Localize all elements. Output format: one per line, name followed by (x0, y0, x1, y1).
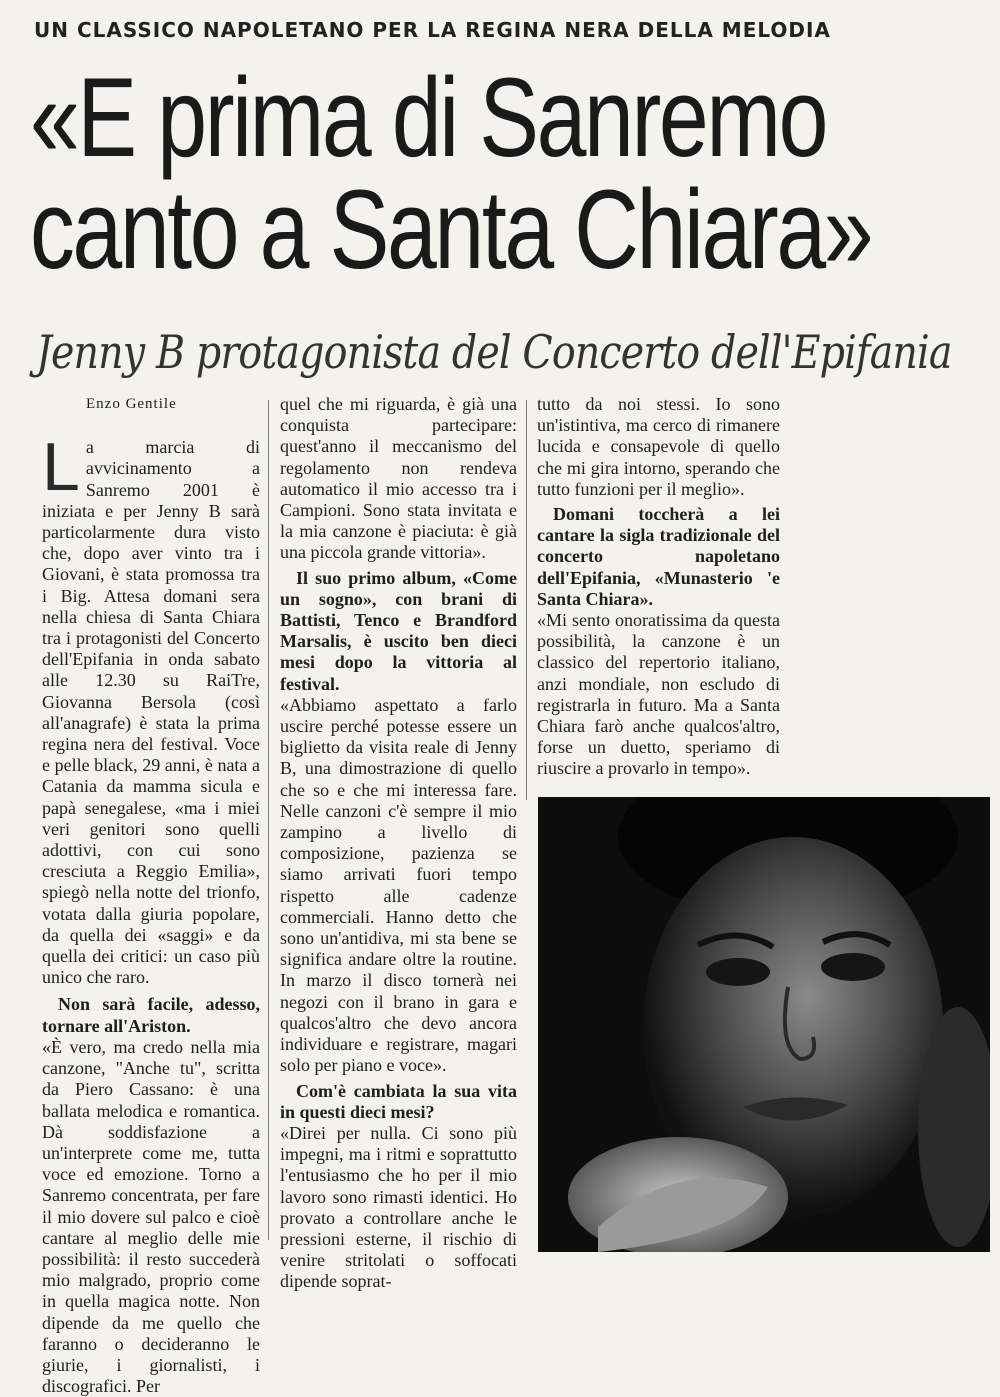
column-divider-2 (526, 400, 527, 800)
question-3: Com'è cambiata la sua vita in questi dieci mesi? (280, 1080, 517, 1122)
column-divider-1 (268, 400, 269, 1240)
answer-3: «Direi per nulla. Ci sono più impegni, ma i ritmi e soprattutto l'entusiasmo che ho per il mio lavoro sono rimasti identici. Ho provato a controllare anche le pressioni esterne, il rischio di venire stritolati o soffocati dipende soprat- (280, 1122, 517, 1292)
answer-2: «Abbiamo aspettato a farlo uscire perché potesse essere un biglietto da visita reale di Jenny B, una dimostrazione di quello che so e che mi interessa fare. Nelle canzoni c'è sempre il mio zampino a livello di composizione, pazienza se siamo arrivati fuori tempo rispetto alle cadenze commerciali. Hanno detto che sono un'antidiva, mi sta bene se significa andare oltre la routine. In marzo il disco tornerà nei negozi con il brano in gara e qualcos'altro che devo ancora individuare e registrare, magari solo per piano e voce». (280, 694, 517, 1076)
byline: Enzo Gentile (86, 396, 177, 412)
question-1: Non sarà facile, adesso, tornare all'Ariston. (42, 994, 260, 1036)
headline-line-2: canto a Santa Chiara» (30, 167, 872, 292)
dropcap: L (42, 429, 80, 506)
article-column-3 (537, 394, 780, 780)
lead-paragraph (42, 429, 260, 988)
answer-4: «Mi sento onoratissima da questa possibilità, la canzone è un classico del repertorio italiano, anzi mondiale, non escludo di registrarla in futuro. Ma a Santa Chiara farò anche qualcos'altro, forse un duetto, speriamo di riuscire a provarlo in tempo». (537, 610, 780, 779)
answer-1-continued: quel che mi riguarda, è già una conquista partecipare: quest'anno il meccanismo del regolamento non rendeva automatico il mio accesso tra i Campioni. Sono stata invitata e la mia canzone è piaciuta: è già una piccola grande vittoria». (280, 394, 517, 563)
portrait-photo (538, 797, 990, 1252)
question-2: Il suo primo album, «Come un sogno», con brani di Battisti, Tenco e Brandford Marsalis, è uscito ben dieci mesi dopo la vittoria al festival. (280, 567, 517, 694)
answer-3-continued: tutto da noi stessi. Io sono un'istintiva, ma cerco di rimanere lucida e consapevole di quello che mi gira intorno, sperando che tutto funzioni per il meglio». (537, 394, 780, 499)
subhead: Jenny B protagonista del Concerto dell'Epifania (36, 325, 952, 379)
portrait-image (538, 797, 990, 1252)
kicker: UN CLASSICO NAPOLETANO PER LA REGINA NERA DELLA MELODIA (34, 18, 831, 42)
answer-1: «È vero, ma credo nella mia canzone, "Anche tu", scritta da Piero Cassano: è una ballata melodica e romantica. Dà soddisfazione a un'interprete come me, tutta voce ed emozione. Torno a Sanremo concentrata, per fare il mio dovere sul palco e cioè cantare al meglio delle mie possibilità: il resto succederà mio malgrado, proprio come in quella magica notte. Non dipende da me quello che faranno o decideranno le giurie, i giornalisti, i discografici. Per (42, 1036, 260, 1397)
question-4: Domani toccherà a lei cantare la sigla tradizionale del concerto napoletano dell'Epifania, «Munasterio 'e Santa Chiara». (537, 504, 780, 609)
article-column-2 (280, 394, 517, 1293)
headline (30, 55, 872, 292)
lead-text: a marcia di avvicinamento a Sanremo 2001 è iniziata e per Jenny B sarà particolarmente dura visto che, dopo aver vinto tra i Giovani, è stata promossa tra i Big. Attesa domani sera nella chiesa di Santa Chiara tra i protagonisti del Concerto dell'Epifania in onda sabato alle 12.30 su RaiTre, Giovanna Bersola (così all'anagrafe) è stata la prima regina nera del festival. Voce e pelle black, 29 anni, è nata a Catania da mamma sicula e papà senegalese, «ma i miei veri genitori sono quelli adottivi, con cui sono cresciuta a Reggio Emilia», spiegò nella notte del trionfo, votata dalla giuria popolare, da quella dei «saggi» e da quella dei critici: un caso più unico che raro. (42, 437, 260, 988)
headline-line-1: «E prima di Sanremo (30, 55, 827, 180)
article-column-1 (42, 394, 260, 1397)
